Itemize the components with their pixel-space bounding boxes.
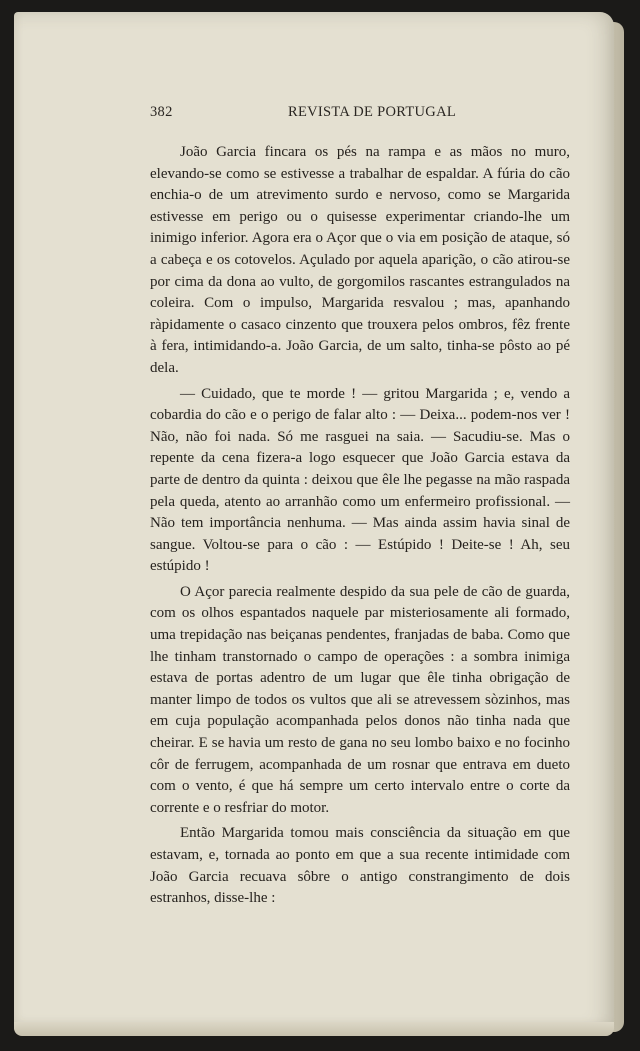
page-bottom-edge — [14, 1022, 614, 1036]
page-number: 382 — [150, 104, 173, 120]
paragraph-1: João Garcia fincara os pés na rampa e as mãos no muro, elevando-se como se estivesse a trabalhar de espaldar. A fúria do cão enchia-o de um atrevimento surdo e nervoso, como se Margarida estivesse em perigo ou o quisesse experimentar criando-lhe um inimigo inferior. Agora era o Açor que o via em posição de ataque, só a cabeça e os cotovelos. Açulado por aquela aparição, o cão atirou-se por cima da dona ao vulto, de gorgomilos rascantes estrangulados na coleira. Com o impulso, Margarida resvalou ; mas, apanhando ràpidamente o casaco cinzento que trouxera pelos ombros, fêz frente à fera, intimidando-a. João Garcia, de um salto, tinha-se pôsto ao pé dela. — [150, 144, 570, 376]
running-head: REVISTA DE PORTUGAL — [288, 104, 457, 120]
paragraph-4: Então Margarida tomou mais consciência da situação em que estavam, e, tornada ao ponto em que a sua recente intimidade com João Garcia recuava sôbre o antigo constrangimento de dois estranhos, disse-lhe : — [150, 825, 570, 907]
body-text — [150, 142, 570, 910]
page-header — [150, 104, 578, 126]
paragraph-3: O Açor parecia realmente despido da sua pele de cão de guarda, com os olhos espantados naquele par misteriosamente ali formado, uma trepidação nas beiçanas pendentes, franjadas de baba. Como que lhe tinham transtornado o campo de operações : a sombra inimiga estava de portas adentro de um lugar que êle tinha obrigação de manter limpo de todos os vultos que ali se atrevessem sòzinhos, mas em cuja população acompanhada pelos donos não tinha nada que cheirar. E se havia um resto de gana no seu lombo baixo e no focinho côr de ferrugem, acompanhada de um rosnar que entrava em dueto com o vento, é que há sempre um certo intervalo entre o corte da corrente e o resfriar do motor. — [150, 583, 570, 816]
paragraph-2: — Cuidado, que te morde ! — gritou Margarida ; e, vendo a cobardia do cão e o perigo de falar alto : — Deixa... podem-nos ver ! Não, não foi nada. Só me rasguei na saia. — Sacudiu-se. Mas o repente da cena fizera-a logo esquecer que João Garcia estava da parte de dentro da quinta : deixou que êle lhe pegasse na mão raspada pela queda, atento ao arranhão como um enfermeiro profissional. — Não tem importância nenhuma. — Mas ainda assim havia sinal de sangue. Voltou-se para o cão : — Estúpido ! Deite-se ! Ah, seu estúpido ! — [150, 385, 570, 575]
